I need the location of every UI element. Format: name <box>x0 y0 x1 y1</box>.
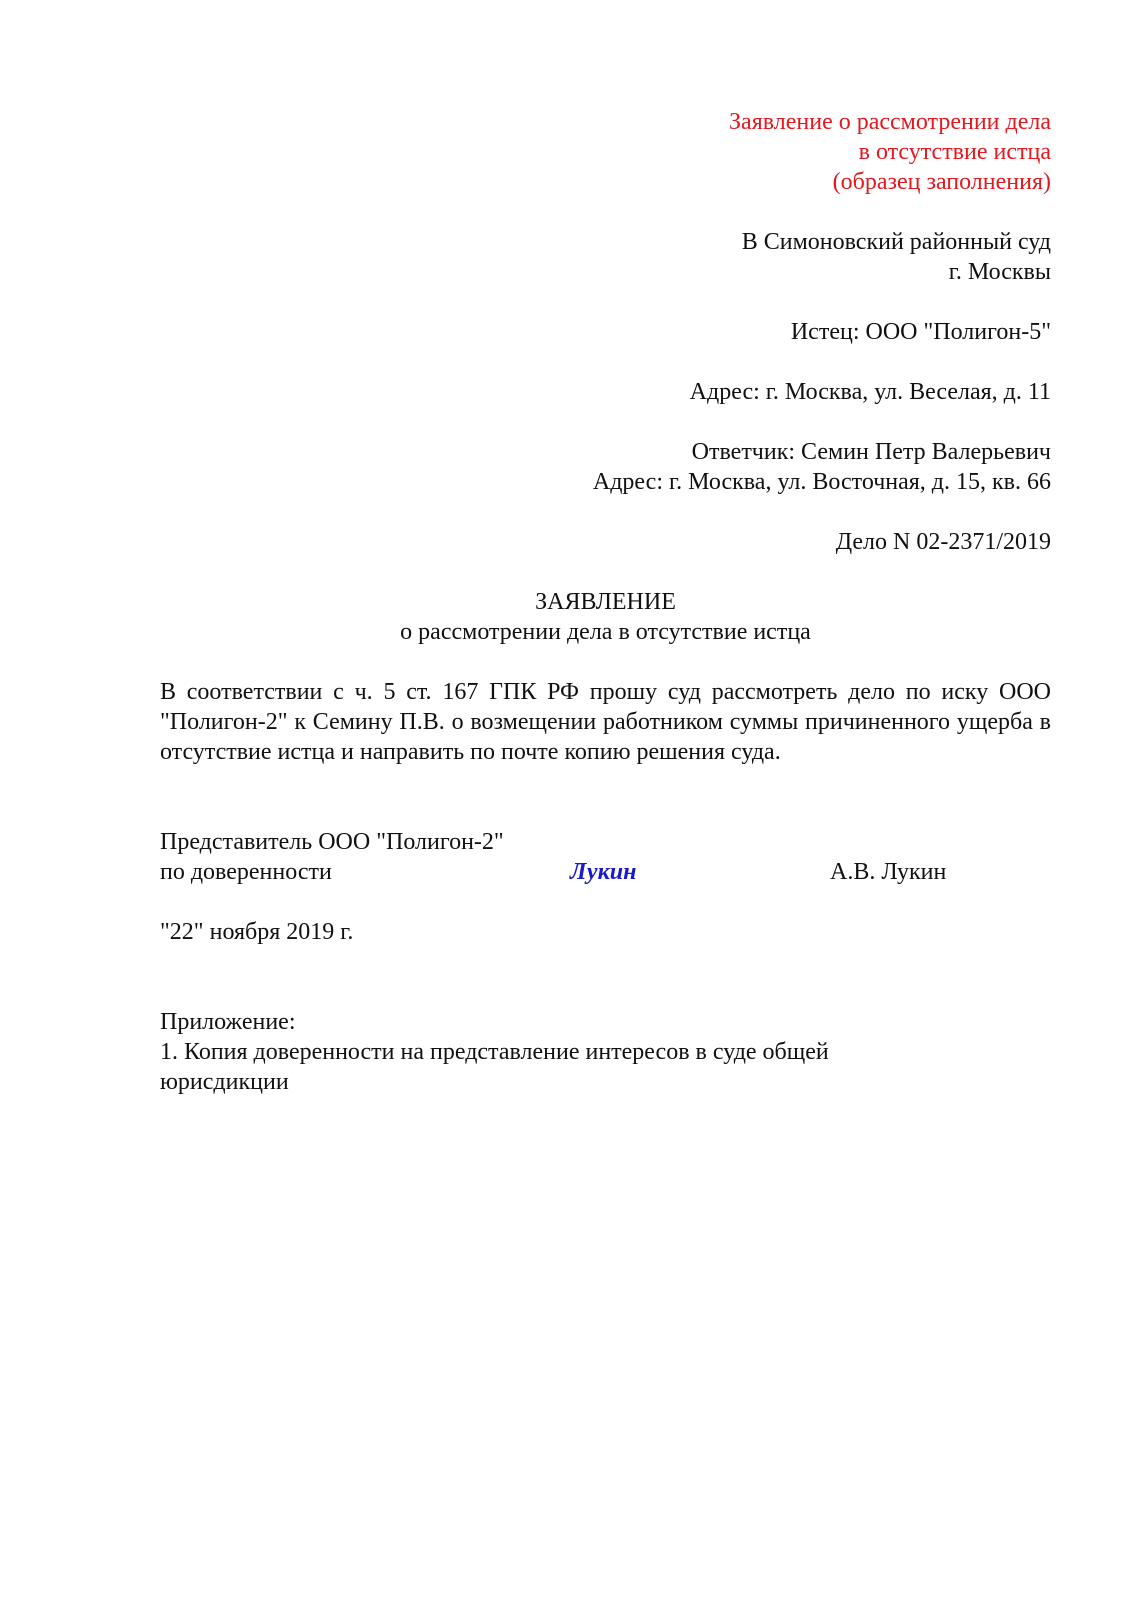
document-body: В соответствии с ч. 5 ст. 167 ГПК РФ прошу суд рассмотреть дело по иску ООО "Полигон-2" к Семину П.В. о возмещении работником суммы причиненного ущерба в отсутствие истца и направить по почте копию решения суда. <box>160 679 1051 765</box>
court-addressee <box>300 227 1051 287</box>
document-date: "22" ноября 2019 г. <box>160 919 354 945</box>
case-number: Дело N 02-2371/2019 <box>835 529 1051 555</box>
plaintiff-name: Истец: ООО "Полигон-5" <box>790 319 1051 345</box>
court-name: В Симоновский районный суд <box>741 229 1051 255</box>
sample-title-line-2: в отсутствие истца <box>858 139 1051 165</box>
defendant-name: Ответчик: Семин Петр Валерьевич <box>691 439 1051 465</box>
sample-title <box>300 107 1051 197</box>
representative-line-2: по доверенности <box>160 859 332 885</box>
plaintiff-address: Адрес: г. Москва, ул. Веселая, д. 11 <box>689 379 1051 405</box>
document-title: ЗАЯВЛЕНИЕ <box>535 589 676 615</box>
attachments-heading: Приложение: <box>160 1009 296 1035</box>
sample-title-line-1: Заявление о рассмотрении дела <box>729 109 1051 135</box>
document-subtitle: о рассмотрении дела в отсутствие истца <box>400 619 811 645</box>
document-heading <box>160 587 1051 647</box>
plaintiff-address-block <box>300 377 1051 407</box>
signatory-name: А.В. Лукин <box>830 859 947 885</box>
defendant-address: Адрес: г. Москва, ул. Восточная, д. 15, кв. 66 <box>592 469 1051 495</box>
defendant-block <box>300 437 1051 497</box>
attachments <box>160 1007 910 1097</box>
signature-row <box>0 857 1131 887</box>
representative-line-1-block <box>160 827 1051 857</box>
case-number-block <box>300 527 1051 557</box>
court-city: г. Москвы <box>948 259 1051 285</box>
attachment-item-1: 1. Копия доверенности на представление интересов в суде общей юрисдикции <box>160 1039 829 1095</box>
representative-line-1: Представитель ООО "Полигон-2" <box>160 829 504 855</box>
plaintiff-block <box>300 317 1051 347</box>
handwritten-signature: Лукин <box>570 859 637 885</box>
date-block <box>160 917 1051 947</box>
sample-title-line-3: (образец заполнения) <box>832 169 1051 195</box>
